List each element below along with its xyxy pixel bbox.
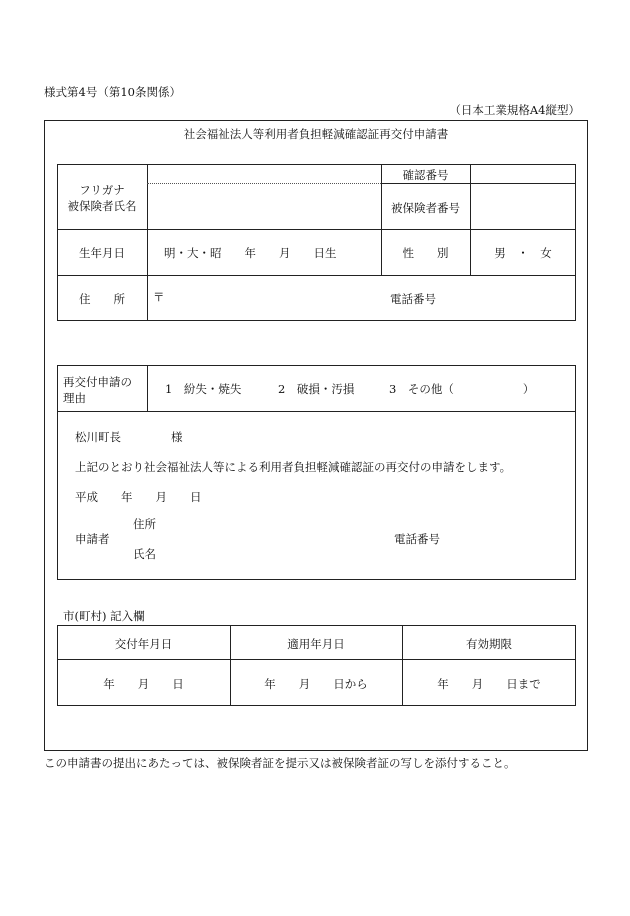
honorific: 様 bbox=[171, 430, 183, 444]
effective-date-value: 年 月 日から bbox=[264, 677, 368, 691]
reason-option-damaged: 2 破損・汚損 bbox=[278, 382, 355, 396]
applicant-phone-label: 電話番号 bbox=[394, 532, 440, 546]
issue-date-value: 年 月 日 bbox=[103, 677, 184, 691]
expiry-value: 年 月 日まで bbox=[437, 677, 541, 691]
furigana-label: フリガナ bbox=[79, 183, 125, 197]
postal-mark: 〒 bbox=[153, 290, 165, 304]
gender-label: 性 別 bbox=[402, 246, 449, 260]
applicant-name-label: 氏名 bbox=[133, 547, 156, 561]
office-section-title: 市(町村) 記入欄 bbox=[63, 609, 145, 623]
applicant-label: 申請者 bbox=[75, 532, 110, 546]
reason-label-line1: 再交付申請の bbox=[63, 375, 132, 389]
paper-size-note: （日本工業規格A4縦型） bbox=[449, 103, 580, 117]
phone-label: 電話番号 bbox=[390, 292, 436, 306]
addressee: 松川町長 bbox=[75, 430, 121, 444]
form-title: 社会福祉法人等利用者負担軽減確認証再交付申請書 bbox=[183, 127, 449, 141]
birthdate-label: 生年月日 bbox=[79, 246, 125, 260]
date-line: 平成 年 月 日 bbox=[75, 490, 202, 504]
birthdate-value: 明・大・昭 年 月 日生 bbox=[164, 246, 337, 260]
insured-number-label: 被保険者番号 bbox=[391, 201, 460, 215]
address-label: 住 所 bbox=[79, 292, 125, 306]
applicant-address-label: 住所 bbox=[133, 517, 156, 531]
expiry-header: 有効期限 bbox=[466, 637, 512, 651]
insured-name-label: 被保険者氏名 bbox=[67, 199, 137, 213]
footer-note: この申請書の提出にあたっては、被保険者証を提示又は被保険者証の写しを添付すること。 bbox=[44, 756, 516, 770]
reason-label-line2: 理由 bbox=[63, 391, 86, 405]
request-statement: 上記のとおり社会福祉法人等による利用者負担軽減確認証の再交付の申請をします。 bbox=[75, 460, 512, 474]
gender-value: 男 ・ 女 bbox=[494, 246, 552, 260]
reason-option-lost: 1 紛失・焼失 bbox=[165, 382, 242, 396]
form-number: 様式第4号（第10条関係） bbox=[44, 85, 181, 99]
reason-option-other: 3 その他（ ） bbox=[389, 382, 535, 396]
effective-date-header: 適用年月日 bbox=[287, 637, 345, 651]
confirm-number-label: 確認番号 bbox=[402, 168, 449, 182]
issue-date-header: 交付年月日 bbox=[114, 637, 173, 651]
